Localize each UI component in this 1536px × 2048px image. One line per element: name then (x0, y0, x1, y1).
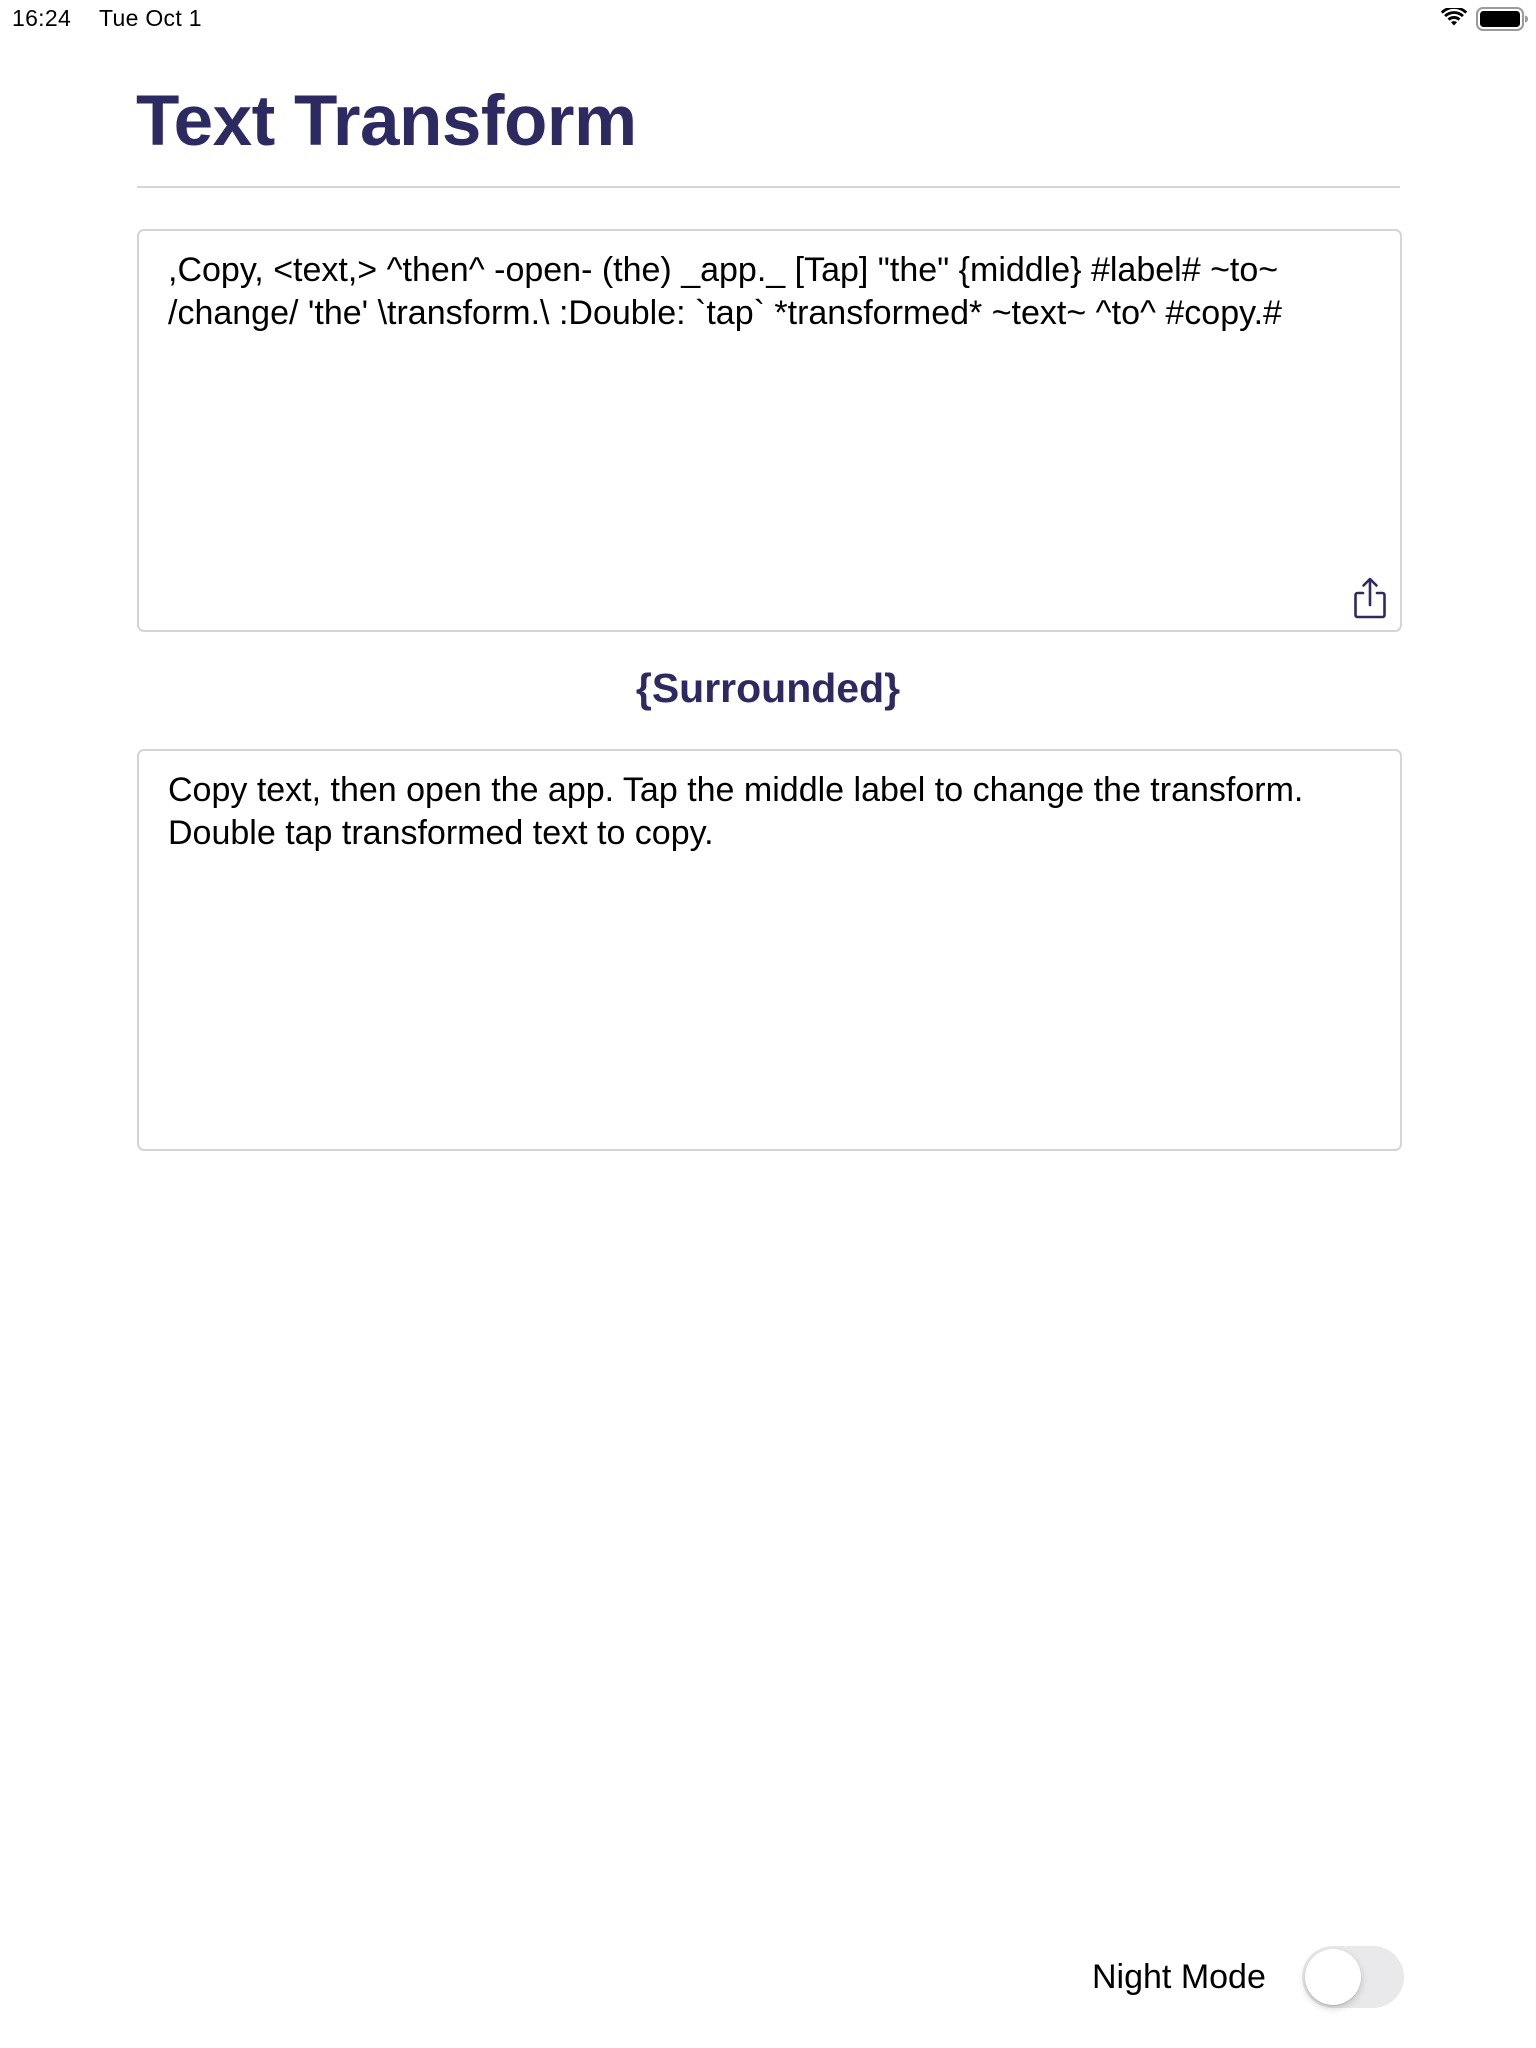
share-icon[interactable] (1352, 576, 1388, 620)
night-mode-label: Night Mode (1092, 1958, 1266, 1996)
output-text[interactable]: Copy text, then open the app. Tap the middle label to change the transform. Double tap transformed text to copy. (168, 771, 1313, 852)
status-bar (0, 0, 1536, 40)
wifi-icon (1441, 8, 1467, 28)
status-time: 16:24 (12, 5, 72, 31)
page-title: Text Transform (136, 82, 637, 161)
night-mode-toggle[interactable] (1302, 1946, 1404, 2008)
transform-selector-label[interactable]: {Surrounded} (635, 665, 901, 711)
battery-full-icon (1476, 7, 1528, 31)
toggle-knob (1305, 1949, 1361, 2005)
title-divider (137, 186, 1400, 188)
status-date: Tue Oct 1 (99, 5, 202, 31)
input-text-view[interactable] (137, 229, 1402, 632)
input-text[interactable]: ,Copy, <text,> ^then^ -open- (the) _app._ [Tap] "the" {middle} #label# ~to~ /change/ 'the' \transform.\ :Double: `tap` *transformed* ~text~ ^to^ #copy.# (168, 251, 1288, 332)
output-text-view[interactable] (137, 749, 1402, 1151)
